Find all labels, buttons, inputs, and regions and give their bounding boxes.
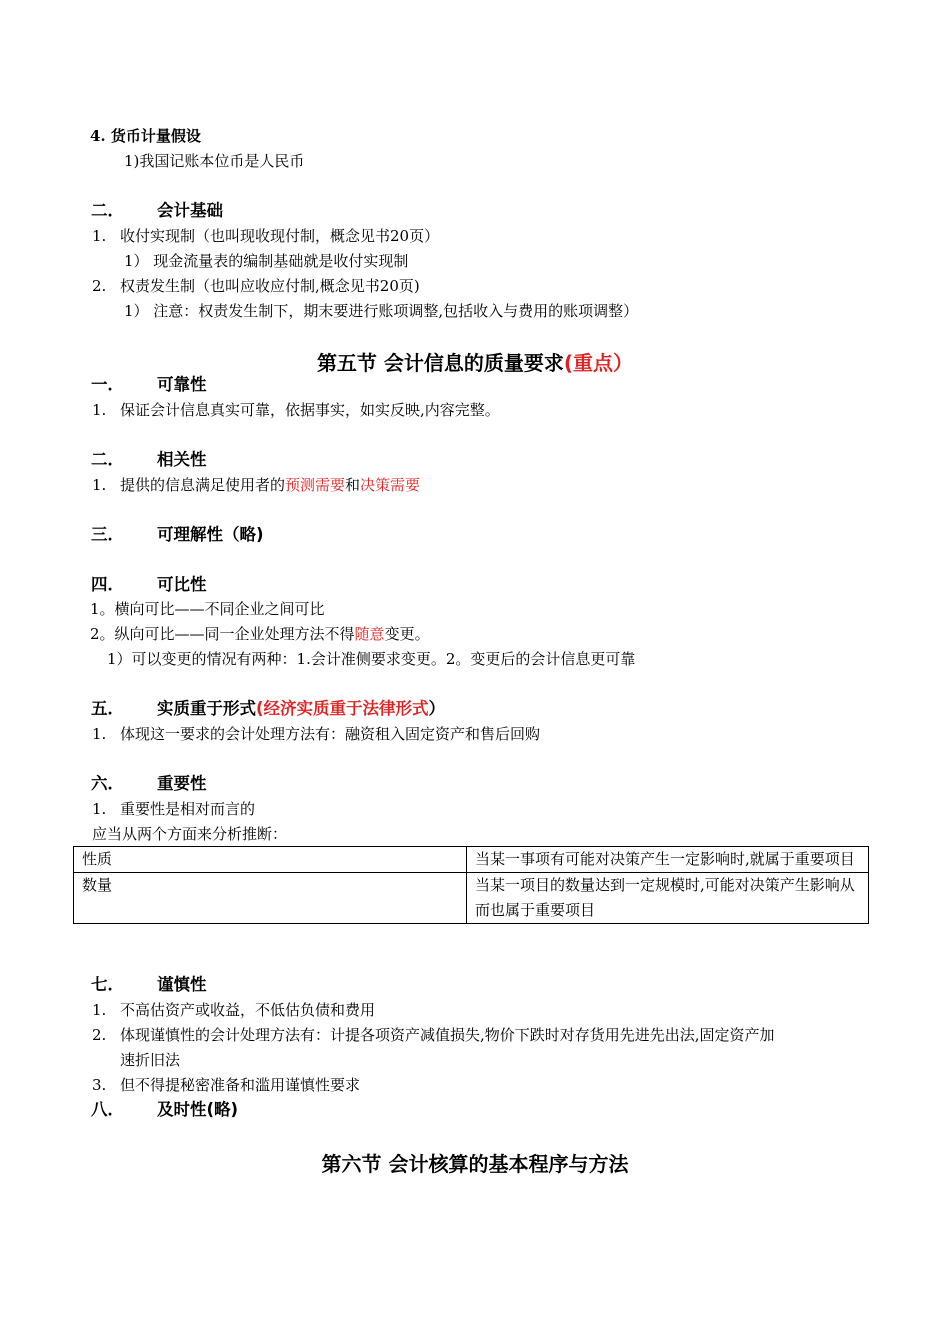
list-item: 1. 体现这一要求的会计处理方法有：融资租入固定资产和售后回购: [92, 725, 541, 743]
list-item: 3. 但不得提秘密准备和滥用谨慎性要求: [92, 1076, 361, 1094]
list-item: 1. 不高估资产或收益，不低估负债和费用: [92, 1001, 376, 1019]
list-item: 1。横向可比——不同企业之间可比: [90, 600, 325, 618]
table-cell-value: 当某一事项有可能对决策产生一定影响时,就属于重要项目: [467, 847, 869, 873]
table-row: [74, 847, 869, 873]
list-item: 1. 收付实现制（也叫现收现付制，概念见书20页）: [92, 227, 440, 245]
prudence-heading: 七． 谨慎性: [91, 975, 207, 994]
list-item: 2. 权责发生制（也叫应收应付制,概念见书20页): [92, 277, 420, 295]
sub-list-item: 1） 注意：权责发生制下，期末要进行账项调整,包括收入与费用的账项调整）: [124, 302, 639, 320]
list-item: 2. 体现谨慎性的会计处理方法有：计提各项资产减值损失,物价下跌时对存货用先进先出法,固定资产加: [92, 1026, 775, 1044]
list-item: 2。纵向可比——同一企业处理方法不得随意变更。: [90, 625, 430, 643]
list-item: 1. 重要性是相对而言的: [92, 800, 256, 818]
materiality-heading: 六． 重要性: [91, 774, 207, 793]
table-cell-key: 数量: [74, 873, 467, 924]
section-five-title: 第五节 会计信息的质量要求(重点）: [316, 351, 634, 375]
timeliness-heading: 八． 及时性(略): [91, 1100, 239, 1119]
accounting-basis-heading: 二． 会计基础: [91, 201, 223, 220]
table-row: [74, 873, 869, 924]
money-measurement-heading: 4. 货币计量假设: [90, 127, 201, 145]
table-cell-key: 性质: [74, 847, 467, 873]
comparability-heading: 四． 可比性: [91, 575, 207, 594]
table-cell-value: 当某一项目的数量达到一定规模时,可能对决策产生影响从而也属于重要项目: [467, 873, 869, 924]
understandability-heading: 三． 可理解性（略): [91, 525, 264, 544]
list-item: 1. 提供的信息满足使用者的预测需要和决策需要: [92, 476, 421, 494]
money-measurement-item: 1)我国记账本位币是人民币: [124, 152, 305, 170]
substance-over-form-heading: 五． 实质重于形式(经济实质重于法律形式）: [91, 699, 446, 718]
sub-list-item: 1） 现金流量表的编制基础就是收付实现制: [124, 252, 409, 270]
reliability-heading: 一． 可靠性: [91, 375, 207, 394]
relevance-heading: 二． 相关性: [91, 450, 207, 469]
list-item: 1. 保证会计信息真实可靠，依据事实，如实反映,内容完整。: [92, 401, 500, 419]
section-six-title: 第六节 会计核算的基本程序与方法: [321, 1152, 629, 1176]
materiality-table: [73, 846, 869, 924]
list-item-continuation: 速折旧法: [120, 1051, 181, 1069]
materiality-intro: 应当从两个方面来分析推断：: [92, 825, 288, 843]
sub-list-item: 1）可以变更的情况有两种：1.会计准侧要求变更。2。变更后的会计信息更可靠: [107, 650, 636, 668]
